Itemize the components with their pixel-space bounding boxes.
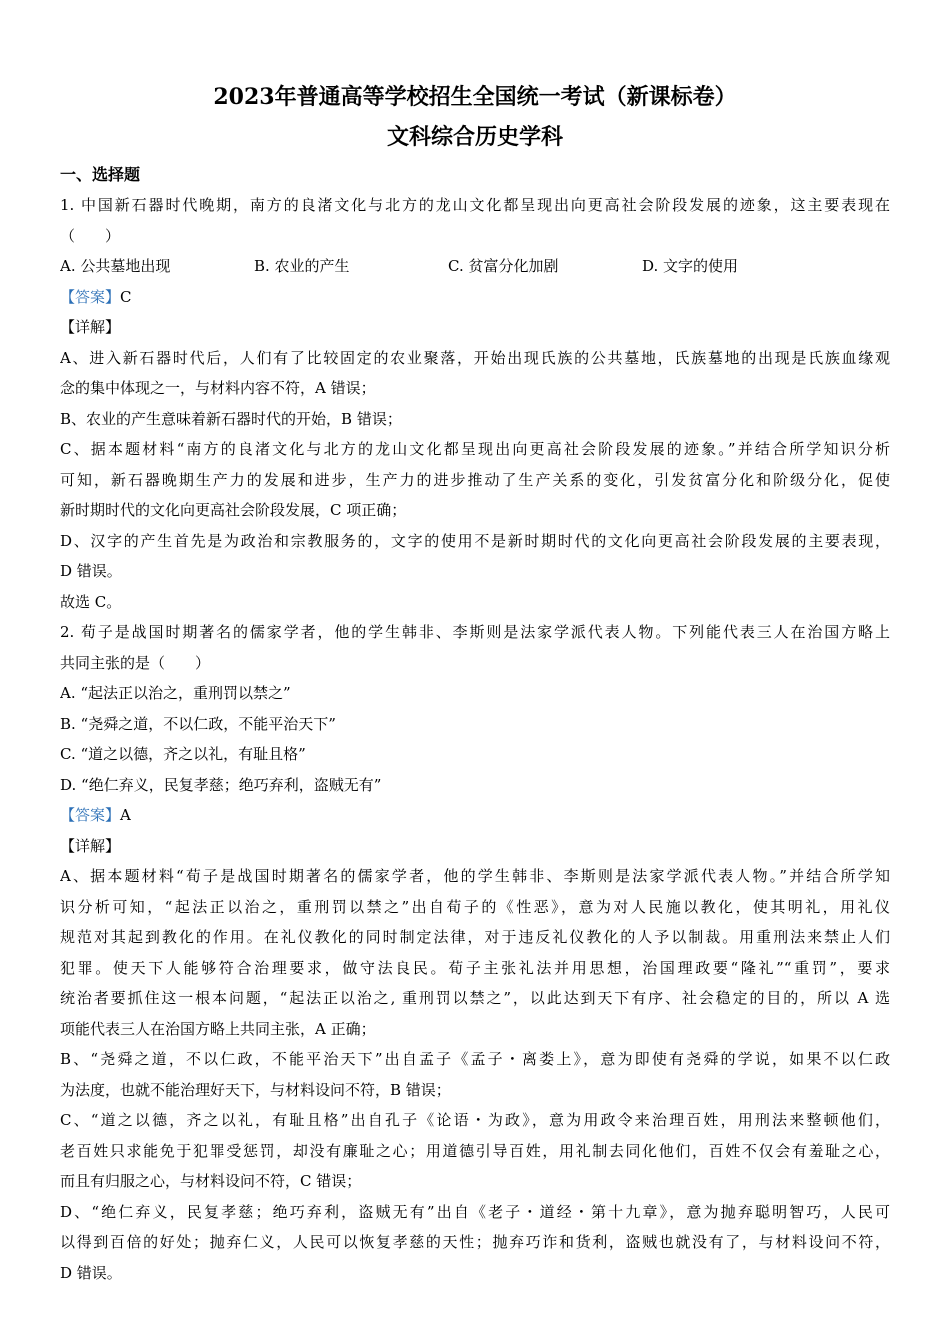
- q1-answer: [60, 282, 890, 313]
- q1-detail-line: 念的集中体现之一，与材料内容不符，A 错误；: [60, 379, 376, 397]
- q2-detail-line: D、“绝仁弃义，民复孝慈；绝巧弃利，盗贼无有”出自《老子・道经・第十九章》，意为抛弃聪明智巧，人民可: [60, 1202, 890, 1221]
- q1-detail-line: B、农业的产生意味着新石器时代的开始，B 错误；: [60, 409, 402, 428]
- q2-option-d: D. “绝仁弃义，民复孝慈；绝巧弃利，盗贼无有”: [60, 775, 382, 794]
- q2-answer: [60, 800, 890, 831]
- q2-detail-line: D 错误。: [60, 1263, 122, 1282]
- q2-detail-line: C、“道之以德，齐之以礼，有耻且格”出自孔子《论语・为政》，意为用政令来治理百姓，用刑法来整顿他们，: [60, 1111, 890, 1129]
- answer-value: C: [120, 287, 132, 306]
- q1-detail-line: 可知，新石器晚期生产力的发展和进步，生产力的进步推动了生产关系的变化，引发贫富分化和阶级分化，促使: [60, 470, 890, 489]
- q2-detail-line: 项能代表三人在治国方略上共同主张，A 正确；: [60, 1019, 376, 1038]
- exam-title: 2023年普通高等学校招生全国统一考试（新课标卷）: [213, 84, 737, 110]
- q2-detail-line: 统治者要抓住这一根本问题，“起法正以治之, 重刑罚以禁之”，以此达到天下有序、社会稳定的目的，所以 A 选: [60, 989, 890, 1007]
- q2-detail-line: A、据本题材料“荀子是战国时期著名的儒家学者，他的学生韩非、李斯则是法家学派代表人物。”并结合所学知: [60, 867, 890, 885]
- q2-detail-tag: 【详解】: [60, 836, 121, 855]
- q1-detail-line: 故选 C。: [60, 592, 122, 611]
- q1-option-d: D. 文字的使用: [642, 257, 739, 275]
- q2-option-c: C. “道之以德，齐之以礼，有耻且格”: [60, 745, 306, 763]
- q2-detail-line: 老百姓只求能免于犯罪受惩罚，却没有廉耻之心；用道德引导百姓，用礼制去同化他们，百姓不仅会有羞耻之心，: [60, 1141, 890, 1160]
- answer-value: A: [120, 806, 131, 824]
- q2-option-b: B. “尧舜之道，不以仁政，不能平治天下”: [60, 714, 336, 733]
- document-body: [60, 190, 890, 1288]
- q2-stem-line-1: 2. 荀子是战国时期著名的儒家学者，他的学生韩非、李斯则是法家学派代表人物。下列能代表三人在治国方略上: [60, 623, 890, 641]
- q2-stem-line-2: 共同主张的是（ ）: [60, 653, 211, 672]
- q1-detail-line: D、汉字的产生首先是为政治和宗教服务的，文字的使用不是新时期时代的文化向更高社会阶段发展的主要表现，: [60, 531, 890, 550]
- q1-stem-line-2: （ ）: [60, 226, 121, 245]
- section-heading: 一、选择题: [60, 165, 141, 184]
- q2-detail-line: 规范对其起到教化的作用。在礼仪教化的同时制定法律，对于违反礼仪教化的人予以制裁。用重刑法来禁止人们: [60, 928, 890, 946]
- q1-detail-line: A、进入新石器时代后，人们有了比较固定的农业聚落，开始出现氏族的公共墓地，氏族墓地的出现是氏族血缘观: [60, 348, 890, 367]
- q2-detail-line: 以得到百倍的好处；抛弃仁义，人民可以恢复孝慈的天性；抛弃巧诈和货利，盗贼也就没有了，与材料设问不符，: [60, 1233, 890, 1251]
- q2-option-a: A. “起法正以治之，重刑罚以禁之”: [60, 684, 291, 702]
- answer-tag: 【答案】: [60, 806, 121, 824]
- answer-tag: 【答案】: [60, 287, 121, 306]
- q1-option-a: A. 公共墓地出现: [60, 257, 171, 275]
- q1-detail-tag: 【详解】: [60, 318, 121, 336]
- q2-detail-line: B、“尧舜之道，不以仁政，不能平治天下”出自孟子《孟子・离娄上》，意为即使有尧舜的学说，如果不以仁政: [60, 1050, 890, 1068]
- q1-option-c: C. 贫富分化加剧: [448, 257, 559, 275]
- q1-options: [60, 251, 890, 282]
- q2-detail-line: 识分析可知，“起法正以治之，重刑罚以禁之”出自荀子的《性恶》，意为对人民施以教化，使其明礼，用礼仪: [60, 897, 890, 916]
- q1-stem-line-1: 1. 中国新石器时代晚期，南方的良渚文化与北方的龙山文化都呈现出向更高社会阶段发展的迹象，这主要表现在: [60, 196, 890, 214]
- q1-detail-line: 新时期时代的文化向更高社会阶段发展，C 项正确；: [60, 501, 407, 519]
- exam-subtitle: 文科综合历史学科: [386, 124, 563, 150]
- q2-detail-line: 为法度，也就不能治理好天下，与材料设问不符，B 错误；: [60, 1080, 451, 1099]
- q2-detail-line: 犯罪。使天下人能够符合治理要求，做守法良民。荀子主张礼法并用思想，治国理政要“隆礼”“重罚”，要求: [60, 958, 890, 977]
- q2-detail-line: 而且有归服之心，与材料设问不符，C 错误；: [60, 1172, 362, 1190]
- q1-option-b: B. 农业的产生: [254, 257, 350, 275]
- q1-detail-line: D 错误。: [60, 562, 122, 580]
- q1-detail-line: C、据本题材料“南方的良渚文化与北方的龙山文化都呈现出向更高社会阶段发展的迹象。”并结合所学知识分析: [60, 440, 890, 458]
